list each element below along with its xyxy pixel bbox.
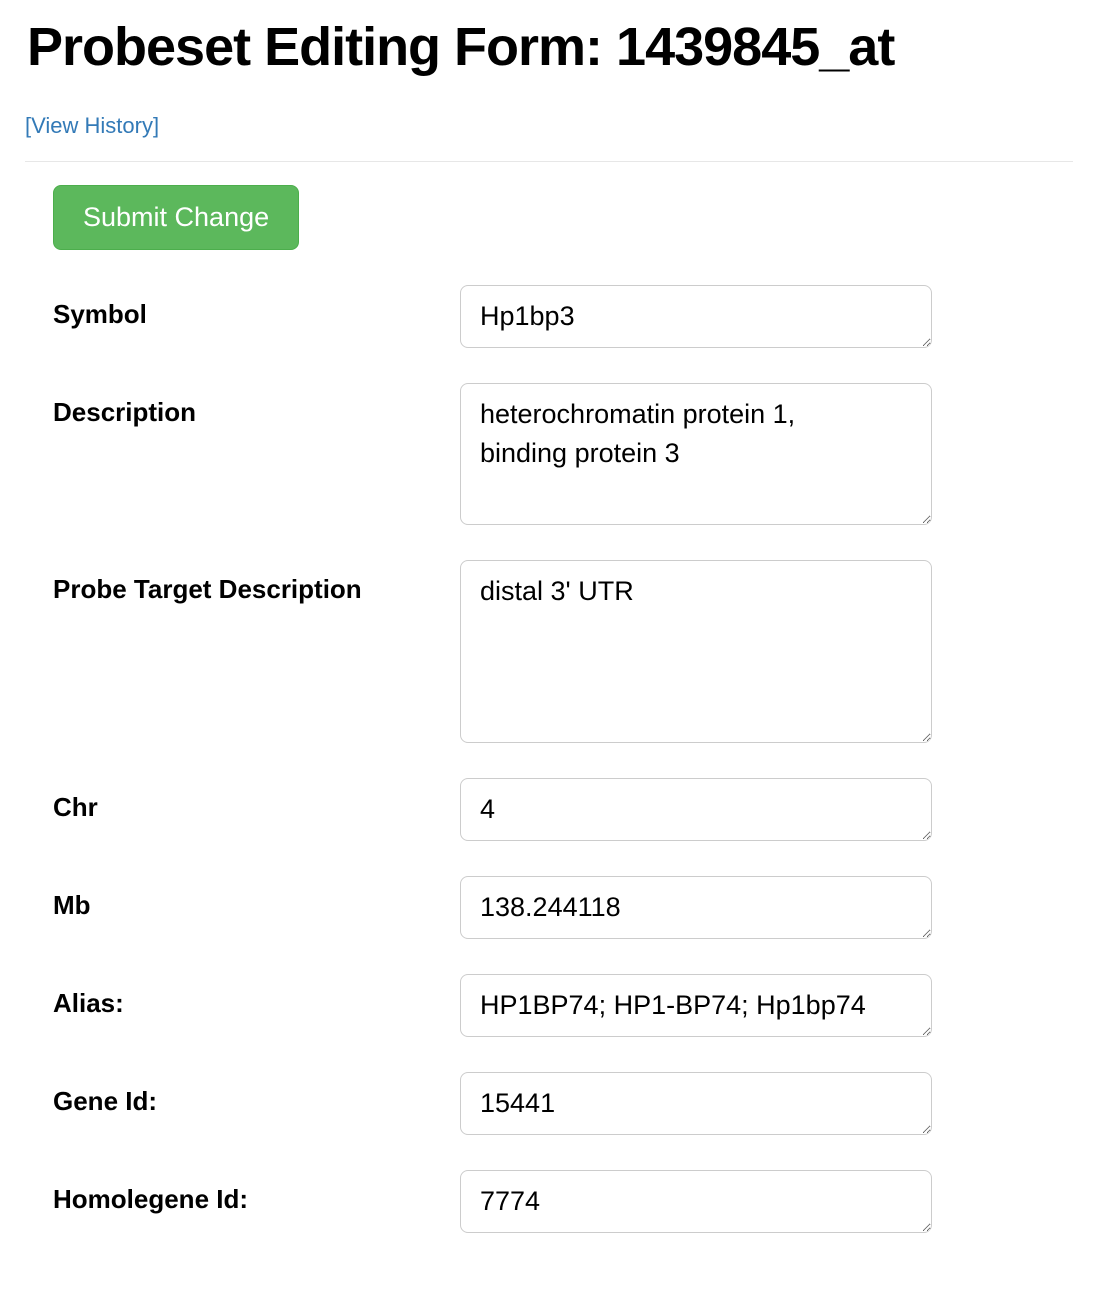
field-label-gene-id: Gene Id: bbox=[53, 1086, 158, 1117]
form-row-homolegene-id bbox=[53, 1170, 1073, 1233]
page-title: Probeset Editing Form: 1439845_at bbox=[27, 17, 895, 77]
form-row-chr bbox=[53, 778, 1073, 841]
form-row-probe-target-description bbox=[53, 560, 1073, 743]
field-input-mb[interactable] bbox=[460, 876, 932, 939]
field-input-homolegene-id[interactable] bbox=[460, 1170, 932, 1233]
form-row-mb bbox=[53, 876, 1073, 939]
form-row-description bbox=[53, 383, 1073, 525]
field-label-probe-target-description: Probe Target Description bbox=[53, 574, 362, 605]
field-input-chr[interactable] bbox=[460, 778, 932, 841]
field-label-homolegene-id: Homolegene Id: bbox=[53, 1184, 249, 1215]
field-label-description: Description bbox=[53, 397, 197, 428]
view-history-link[interactable]: [View History] bbox=[25, 113, 160, 139]
field-label-symbol: Symbol bbox=[53, 299, 147, 330]
field-input-description[interactable] bbox=[460, 383, 932, 525]
field-input-gene-id[interactable] bbox=[460, 1072, 932, 1135]
field-input-symbol[interactable] bbox=[460, 285, 932, 348]
form-row-symbol bbox=[53, 285, 1073, 348]
probeset-form bbox=[25, 162, 1073, 1233]
field-label-chr: Chr bbox=[53, 792, 98, 823]
field-label-mb: Mb bbox=[53, 890, 91, 921]
submit-change-button[interactable]: Submit Change bbox=[53, 185, 299, 250]
form-row-alias bbox=[53, 974, 1073, 1037]
field-input-probe-target-description[interactable] bbox=[460, 560, 932, 743]
form-fields bbox=[53, 285, 1073, 1233]
field-input-alias[interactable] bbox=[460, 974, 932, 1037]
form-row-gene-id bbox=[53, 1072, 1073, 1135]
field-label-alias: Alias: bbox=[53, 988, 124, 1019]
